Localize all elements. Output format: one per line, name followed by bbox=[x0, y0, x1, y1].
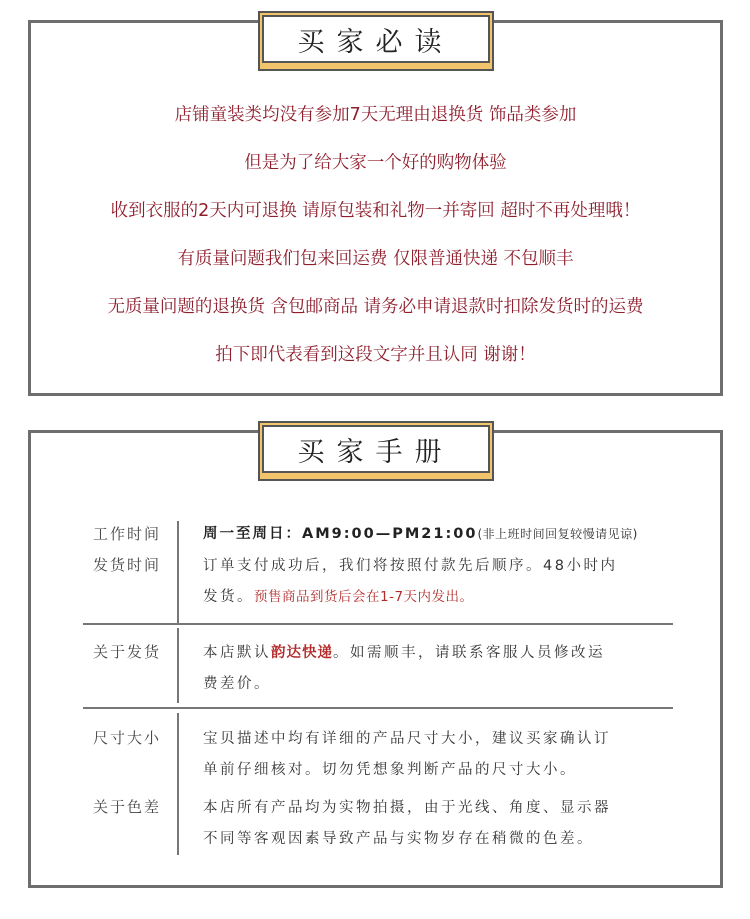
work-time-label: 工作时间 bbox=[93, 525, 162, 543]
shipping-label: 关于发货 bbox=[93, 643, 162, 661]
notice-line-3: 收到衣服的2天内可退换 请原包装和礼物一并寄回 超时不再处理哦！ bbox=[110, 201, 641, 221]
size-line-1: 宝贝描述中均有详细的产品尺寸大小，建议买家确认订 bbox=[203, 731, 611, 747]
ship-time-line-2 bbox=[203, 585, 474, 606]
work-time-hours: 周一至周日：AM9:00—PM21:00 bbox=[203, 526, 478, 542]
color-line-1: 本店所有产品均为实物拍摄，由于光线、角度、显示器 bbox=[203, 800, 611, 816]
handbook-title-tab bbox=[258, 421, 494, 481]
shipping-prefix: 本店默认 bbox=[203, 645, 271, 661]
notice-line-6: 拍下即代表看到这段文字并且认同 谢谢！ bbox=[215, 345, 536, 365]
ship-time-line-1: 订单支付成功后，我们将按照付款先后顺序。48小时内 bbox=[203, 558, 618, 574]
ship-time-label: 发货时间 bbox=[93, 556, 162, 574]
default-courier: 韵达快递 bbox=[271, 645, 333, 661]
size-label: 尺寸大小 bbox=[93, 729, 162, 747]
notice-title-tab bbox=[258, 11, 494, 71]
row-divider bbox=[83, 707, 673, 709]
buyer-handbook-panel bbox=[28, 430, 723, 888]
color-line-2: 不同等客观因素导致产品与实物岁存在稍微的色差。 bbox=[203, 831, 594, 847]
work-time-note: (非上班时间回复较慢请见谅) bbox=[477, 527, 638, 541]
column-divider bbox=[177, 628, 179, 703]
shipping-suffix: 。如需顺丰，请联系客服人员修改运 bbox=[333, 645, 605, 661]
shipping-line-1 bbox=[203, 641, 605, 662]
row-divider bbox=[83, 623, 673, 625]
shipping-line-2: 费差价。 bbox=[203, 676, 271, 692]
buyer-notice-panel bbox=[28, 20, 723, 396]
notice-line-2: 但是为了给大家一个好的购物体验 bbox=[244, 153, 507, 173]
notice-title: 买家必读 bbox=[262, 15, 490, 63]
notice-line-5: 无质量问题的退换货 含包邮商品 请务必申请退款时扣除发货时的运费 bbox=[107, 297, 644, 317]
notice-line-1: 店铺童装类均没有参加7天无理由退换货 饰品类参加 bbox=[174, 105, 577, 125]
work-time-value bbox=[203, 522, 638, 543]
ship-time-prefix: 发货。 bbox=[203, 589, 254, 605]
handbook-title: 买家手册 bbox=[262, 425, 490, 473]
color-label: 关于色差 bbox=[93, 798, 162, 816]
presale-notice: 预售商品到货后会在1-7天内发出。 bbox=[254, 589, 474, 605]
size-line-2: 单前仔细核对。切勿凭想象判断产品的尺寸大小。 bbox=[203, 762, 577, 778]
notice-line-4: 有质量问题我们包来回运费 仅限普通快递 不包顺丰 bbox=[177, 249, 574, 269]
